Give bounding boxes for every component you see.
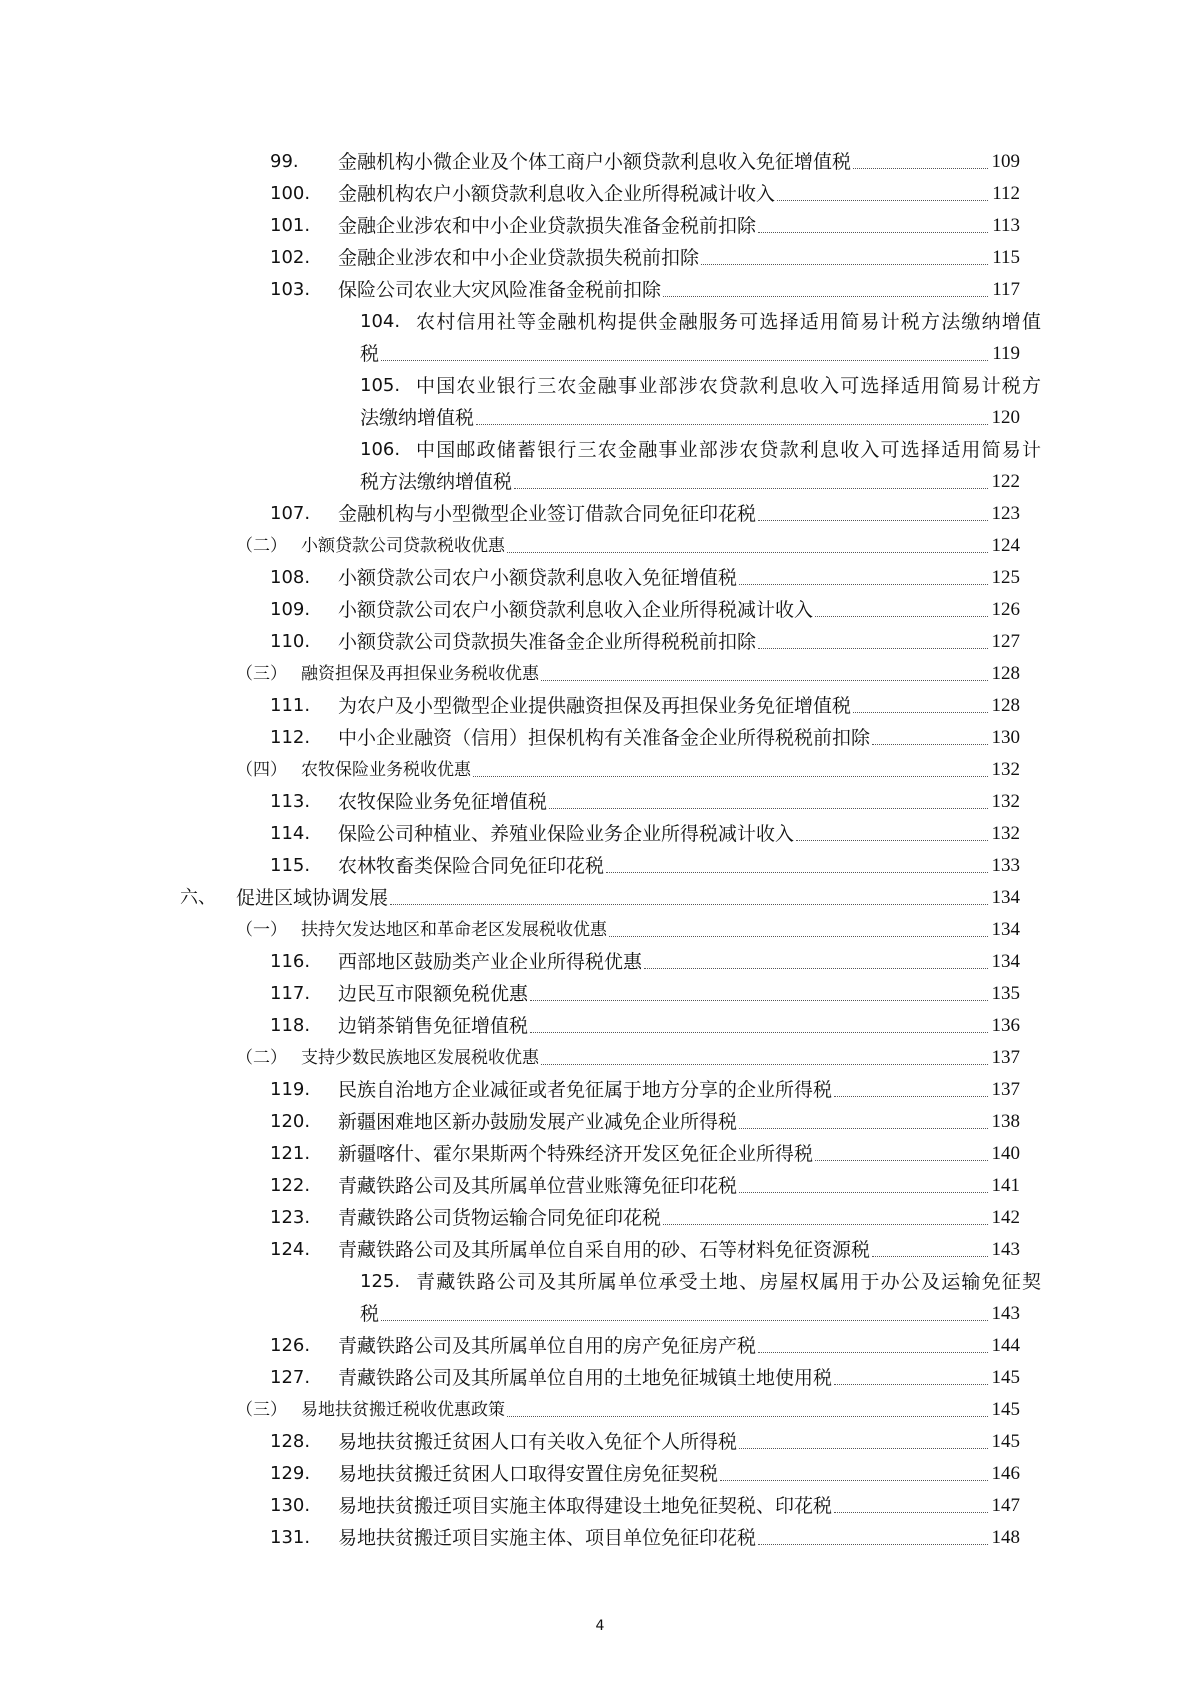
dot-leader [739, 584, 987, 585]
toc-entry[interactable] [180, 1138, 1020, 1170]
toc-entry-number: 103. [270, 279, 311, 300]
toc-entry-line [270, 1010, 1020, 1042]
toc-entry-title: 金融企业涉农和中小企业贷款损失税前扣除 [338, 247, 700, 269]
toc-section[interactable] [180, 1394, 1020, 1426]
dot-leader [507, 552, 988, 553]
toc-entry-title: 新疆困难地区新办鼓励发展产业减免企业所得税 [338, 1111, 738, 1133]
toc-entry[interactable] [180, 1362, 1020, 1394]
toc-entry-number: 119. [270, 1079, 311, 1100]
toc-entry-number: （二） [236, 1048, 287, 1068]
toc-entry-number: 122. [270, 1175, 311, 1196]
toc-entry-number: 109. [270, 599, 311, 620]
toc-entry-title: 扶持欠发达地区和革命老区发展税收优惠 [301, 920, 607, 940]
toc-entry-title: 促进区域协调发展 [236, 887, 389, 909]
dot-leader [739, 1192, 987, 1193]
toc-entry-line [270, 498, 1020, 530]
dot-leader [720, 1480, 987, 1481]
toc-entry-page: 113 [992, 215, 1020, 236]
toc-entry[interactable] [180, 594, 1020, 626]
toc-entry-page: 145 [991, 1399, 1020, 1420]
toc-entry[interactable] [180, 178, 1020, 210]
toc-entry-page: 136 [991, 1015, 1020, 1036]
dot-leader [872, 1256, 987, 1257]
toc-entry-number: 124. [270, 1239, 311, 1260]
toc-entry-line [270, 594, 1020, 626]
toc-entry-number: 128. [270, 1431, 311, 1452]
toc-entry-title: 易地扶贫搬迁贫困人口取得安置住房免征契税 [338, 1463, 719, 1485]
toc-entry-line [270, 274, 1020, 306]
toc-entry-number: 105. [360, 375, 401, 396]
toc-entry-title: 民族自治地方企业减征或者免征属于地方分享的企业所得税 [338, 1079, 833, 1101]
dot-leader [758, 1352, 987, 1353]
toc-entry-title-continued: 法缴纳增值税 [360, 407, 475, 429]
toc-entry-page: 148 [991, 1527, 1020, 1548]
toc-entry-title: 中国农业银行三农金融事业部涉农贷款利息收入可选择适用简易计税方 [416, 375, 1043, 397]
toc-entry-title: 金融企业涉农和中小企业贷款损失准备金税前扣除 [338, 215, 757, 237]
toc-entry-line [180, 882, 1020, 914]
dot-leader [381, 1320, 987, 1321]
toc-entry-page: 120 [991, 407, 1020, 428]
toc-entry[interactable] [180, 690, 1020, 722]
dot-leader [514, 488, 987, 489]
toc-section[interactable] [180, 1042, 1020, 1074]
toc-entry[interactable] [180, 1490, 1020, 1522]
toc-entry-number: 117. [270, 983, 311, 1004]
toc-entry-page: 123 [991, 503, 1020, 524]
toc-entry-title: 西部地区鼓励类产业企业所得税优惠 [338, 951, 643, 973]
toc-entry-number: 131. [270, 1527, 311, 1548]
dot-leader [834, 1512, 987, 1513]
toc-entry-page: 122 [991, 471, 1020, 492]
toc-entry-page: 117 [992, 279, 1020, 300]
toc-entry-title: 青藏铁路公司货物运输合同免征印花税 [338, 1207, 662, 1229]
toc-entry-page: 137 [991, 1079, 1020, 1100]
toc-entry-number: （一） [236, 920, 287, 940]
toc-entry-number: 101. [270, 215, 311, 236]
toc-entry-page: 134 [991, 951, 1020, 972]
toc-section[interactable] [180, 914, 1020, 946]
dot-leader [758, 1544, 987, 1545]
toc-entry-number: 127. [270, 1367, 311, 1388]
toc-entry-page: 124 [991, 535, 1020, 556]
toc-entry-page: 130 [991, 727, 1020, 748]
toc-entry-title: 青藏铁路公司及其所属单位自用的房产免征房产税 [338, 1335, 757, 1357]
toc-entry-title: 金融机构农户小额贷款利息收入企业所得税减计收入 [338, 183, 776, 205]
toc-entry-number: 113. [270, 791, 311, 812]
dot-leader [815, 1160, 987, 1161]
toc-entry-number: 126. [270, 1335, 311, 1356]
toc-entry[interactable] [180, 1330, 1020, 1362]
toc-entry-page: 126 [991, 599, 1020, 620]
toc-entry[interactable] [180, 1010, 1020, 1042]
toc-entry[interactable] [180, 786, 1020, 818]
dot-leader [663, 296, 988, 297]
toc-entry-title: 中国邮政储蓄银行三农金融事业部涉农贷款利息收入可选择适用简易计 [416, 439, 1043, 461]
toc-entry-number: 108. [270, 567, 311, 588]
toc-entry[interactable] [180, 850, 1020, 882]
toc-entry[interactable] [180, 498, 1020, 530]
toc-entry[interactable] [180, 1170, 1020, 1202]
toc-entry-page: 141 [991, 1175, 1020, 1196]
toc-entry-page: 115 [992, 247, 1020, 268]
toc-entry-page: 138 [991, 1111, 1020, 1132]
toc-entry-title: 青藏铁路公司及其所属单位营业账簿免征印花税 [338, 1175, 738, 1197]
toc-entry-number: 104. [360, 311, 401, 332]
toc-entry-page: 147 [991, 1495, 1020, 1516]
toc-entry-line [236, 530, 1020, 562]
toc-entry-line [270, 1074, 1020, 1106]
dot-leader [549, 808, 987, 809]
toc-entry[interactable] [180, 306, 1043, 370]
dot-leader [473, 776, 988, 777]
toc-entry-page: 128 [991, 663, 1020, 684]
toc-entry-number: 六、 [180, 887, 216, 908]
toc-entry-page: 145 [991, 1431, 1020, 1452]
toc-entry[interactable] [180, 434, 1043, 498]
toc-entry-number: （三） [236, 1400, 287, 1420]
dot-leader [758, 648, 987, 649]
toc-entry[interactable] [180, 274, 1020, 306]
dot-leader [815, 616, 987, 617]
dot-leader [390, 904, 987, 905]
toc-entry-title: 小额贷款公司农户小额贷款利息收入企业所得税减计收入 [338, 599, 814, 621]
toc-entry-title-continued: 税 [360, 343, 380, 365]
dot-leader [606, 872, 987, 873]
dot-leader [381, 360, 988, 361]
toc-entry[interactable] [180, 562, 1020, 594]
toc-entry[interactable] [180, 1458, 1020, 1490]
dot-leader [834, 1384, 987, 1385]
toc-entry[interactable] [180, 946, 1020, 978]
toc-entry-page: 140 [991, 1143, 1020, 1164]
toc-entry-page: 133 [991, 855, 1020, 876]
toc-entry-page: 142 [991, 1207, 1020, 1228]
toc-entry-title: 易地扶贫搬迁税收优惠政策 [301, 1400, 505, 1420]
toc-entry-number: 102. [270, 247, 311, 268]
toc-entry-title-continued: 税 [360, 1303, 380, 1325]
toc-entry-number: 121. [270, 1143, 311, 1164]
toc-entry-page: 143 [991, 1239, 1020, 1260]
dot-leader [872, 744, 987, 745]
toc-entry[interactable] [180, 1266, 1043, 1330]
toc-entry-title: 农林牧畜类保险合同免征印花税 [338, 855, 605, 877]
toc-entry-line [270, 1330, 1020, 1362]
toc-entry-title: 中小企业融资（信用）担保机构有关准备金企业所得税税前扣除 [338, 727, 871, 749]
toc-entry-number: （三） [236, 664, 287, 684]
toc-entry-line [270, 434, 1043, 466]
toc-entry-page: 143 [991, 1303, 1020, 1324]
toc-entry-line [270, 786, 1020, 818]
toc-entry-number: 130. [270, 1495, 311, 1516]
toc-entry-title: 小额贷款公司贷款损失准备金企业所得税税前扣除 [338, 631, 757, 653]
toc-entry-page: 137 [991, 1047, 1020, 1068]
toc-entry-line [270, 178, 1020, 210]
toc-entry-line [270, 1426, 1020, 1458]
dot-leader [476, 424, 987, 425]
toc-entry-line [270, 1522, 1020, 1554]
toc-entry[interactable] [180, 978, 1020, 1010]
toc-entry-page: 119 [992, 343, 1020, 364]
toc-entry-number: 111. [270, 695, 311, 716]
toc-entry-title-continued: 税方法缴纳增值税 [360, 471, 513, 493]
toc-entry-page: 134 [991, 919, 1020, 940]
toc-entry-title: 青藏铁路公司及其所属单位自用的土地免征城镇土地使用税 [338, 1367, 833, 1389]
toc-entry-number: 118. [270, 1015, 311, 1036]
toc-entry-title: 金融机构小微企业及个体工商户小额贷款利息收入免征增值税 [338, 151, 852, 173]
toc-entry-number: 123. [270, 1207, 311, 1228]
dot-leader [853, 712, 987, 713]
dot-leader [834, 1096, 987, 1097]
dot-leader [663, 1224, 987, 1225]
toc-entry-line [270, 1202, 1020, 1234]
toc-entry-title: 农牧保险业务免征增值税 [338, 791, 548, 813]
dot-leader [701, 264, 988, 265]
toc-entry-page: 112 [992, 183, 1020, 204]
toc-entry-number: 114. [270, 823, 311, 844]
toc-entry-line [270, 690, 1020, 722]
dot-leader [853, 168, 987, 169]
page-number: 4 [595, 1618, 605, 1634]
toc-entry-line [236, 1394, 1020, 1426]
toc-entry[interactable] [180, 722, 1020, 754]
toc-entry-line [236, 914, 1020, 946]
toc-entry-title: 支持少数民族地区发展税收优惠 [301, 1048, 539, 1068]
toc-entry-title: 边销茶销售免征增值税 [338, 1015, 529, 1037]
toc-entry-line [270, 1362, 1020, 1394]
toc-section[interactable] [180, 658, 1020, 690]
toc-entry[interactable] [180, 626, 1020, 658]
dot-leader [758, 520, 987, 521]
toc-entry-title: 青藏铁路公司及其所属单位自采自用的砂、石等材料免征资源税 [338, 1239, 871, 1261]
toc-entry-title: 农牧保险业务税收优惠 [301, 760, 471, 780]
toc-entry-number: 115. [270, 855, 311, 876]
dot-leader [777, 200, 988, 201]
toc-entry[interactable] [180, 1234, 1020, 1266]
toc-entry-title: 融资担保及再担保业务税收优惠 [301, 664, 539, 684]
dot-leader [507, 1416, 988, 1417]
toc-entry-line [270, 1458, 1020, 1490]
dot-leader [530, 1032, 987, 1033]
toc-entry-page: 132 [991, 759, 1020, 780]
toc-entry-title: 小额贷款公司贷款税收优惠 [301, 536, 505, 556]
toc-entry[interactable] [180, 1106, 1020, 1138]
dot-leader [758, 232, 988, 233]
toc-entry-title: 青藏铁路公司及其所属单位承受土地、房屋权属用于办公及运输免征契 [416, 1271, 1043, 1293]
toc-entry-line [270, 146, 1020, 178]
toc-entry-page: 146 [991, 1463, 1020, 1484]
toc-entry-number: 99. [270, 151, 299, 172]
toc-entry-page: 145 [991, 1367, 1020, 1388]
toc-entry-page: 125 [991, 567, 1020, 588]
toc-chapter[interactable] [180, 882, 1020, 914]
dot-leader [796, 840, 987, 841]
toc-entry-line [270, 1138, 1020, 1170]
toc-entry-line [270, 1266, 1043, 1298]
toc-entry-title: 易地扶贫搬迁贫困人口有关收入免征个人所得税 [338, 1431, 738, 1453]
toc-entry-title: 保险公司种植业、养殖业保险业务企业所得税减计收入 [338, 823, 795, 845]
toc-entry[interactable] [180, 1426, 1020, 1458]
dot-leader [541, 680, 988, 681]
toc-entry-title: 易地扶贫搬迁项目实施主体、项目单位免征印花税 [338, 1527, 757, 1549]
toc-entry-line [236, 658, 1020, 690]
toc-entry-title: 新疆喀什、霍尔果斯两个特殊经济开发区免征企业所得税 [338, 1143, 814, 1165]
toc-entry-page: 134 [991, 887, 1020, 908]
toc-entry-title: 金融机构与小型微型企业签订借款合同免征印花税 [338, 503, 757, 525]
toc-entry-line [270, 626, 1020, 658]
toc-entry-number: 107. [270, 503, 311, 524]
toc-entry[interactable] [180, 818, 1020, 850]
toc-entry-number: 100. [270, 183, 311, 204]
table-of-contents [180, 146, 1043, 1554]
toc-entry-title: 边民互市限额免税优惠 [338, 983, 529, 1005]
toc-entry-line [270, 1170, 1020, 1202]
toc-entry-number: （二） [236, 536, 287, 556]
toc-entry-number: 129. [270, 1463, 311, 1484]
toc-entry-number: 106. [360, 439, 401, 460]
toc-entry-line [270, 370, 1043, 402]
toc-entry-page: 132 [991, 823, 1020, 844]
toc-entry-title: 农村信用社等金融机构提供金融服务可选择适用简易计税方法缴纳增值 [416, 311, 1043, 333]
toc-entry-page: 144 [991, 1335, 1020, 1356]
toc-entry-number: 125. [360, 1271, 401, 1292]
toc-entry-number: 116. [270, 951, 311, 972]
toc-entry-line [270, 1298, 1020, 1330]
toc-entry-page: 135 [991, 983, 1020, 1004]
toc-entry-line [270, 1490, 1020, 1522]
toc-entry-line [270, 722, 1020, 754]
toc-entry[interactable] [180, 370, 1043, 434]
toc-entry-title: 易地扶贫搬迁项目实施主体取得建设土地免征契税、印花税 [338, 1495, 833, 1517]
toc-entry-number: 110. [270, 631, 311, 652]
toc-entry-line [270, 1106, 1020, 1138]
toc-entry-line [270, 466, 1020, 498]
toc-entry[interactable] [180, 1522, 1020, 1554]
toc-entry-title: 小额贷款公司农户小额贷款利息收入免征增值税 [338, 567, 738, 589]
dot-leader [739, 1448, 987, 1449]
toc-entry-line [270, 402, 1020, 434]
toc-entry[interactable] [180, 242, 1020, 274]
toc-entry-line [270, 850, 1020, 882]
toc-entry-line [270, 818, 1020, 850]
toc-entry-page: 132 [991, 791, 1020, 812]
toc-entry-page: 128 [991, 695, 1020, 716]
toc-entry-page: 109 [991, 151, 1020, 172]
toc-entry-line [270, 210, 1020, 242]
toc-entry-line [236, 1042, 1020, 1074]
toc-entry[interactable] [180, 146, 1020, 178]
toc-entry-line [270, 306, 1043, 338]
toc-entry-line [270, 1234, 1020, 1266]
toc-entry-line [270, 946, 1020, 978]
toc-entry-line [270, 562, 1020, 594]
toc-entry[interactable] [180, 210, 1020, 242]
dot-leader [609, 936, 988, 937]
toc-entry-number: 120. [270, 1111, 311, 1132]
toc-entry-line [270, 242, 1020, 274]
toc-entry[interactable] [180, 1074, 1020, 1106]
dot-leader [541, 1064, 988, 1065]
toc-entry-title: 保险公司农业大灾风险准备金税前扣除 [338, 279, 662, 301]
toc-entry-line [236, 754, 1020, 786]
dot-leader [530, 1000, 987, 1001]
dot-leader [644, 968, 987, 969]
toc-section[interactable] [180, 530, 1020, 562]
toc-entry-line [270, 978, 1020, 1010]
toc-entry[interactable] [180, 1202, 1020, 1234]
toc-entry-number: （四） [236, 760, 287, 780]
dot-leader [739, 1128, 987, 1129]
toc-entry-title: 为农户及小型微型企业提供融资担保及再担保业务免征增值税 [338, 695, 852, 717]
toc-entry-line [270, 338, 1020, 370]
toc-entry-number: 112. [270, 727, 311, 748]
toc-section[interactable] [180, 754, 1020, 786]
toc-entry-page: 127 [991, 631, 1020, 652]
